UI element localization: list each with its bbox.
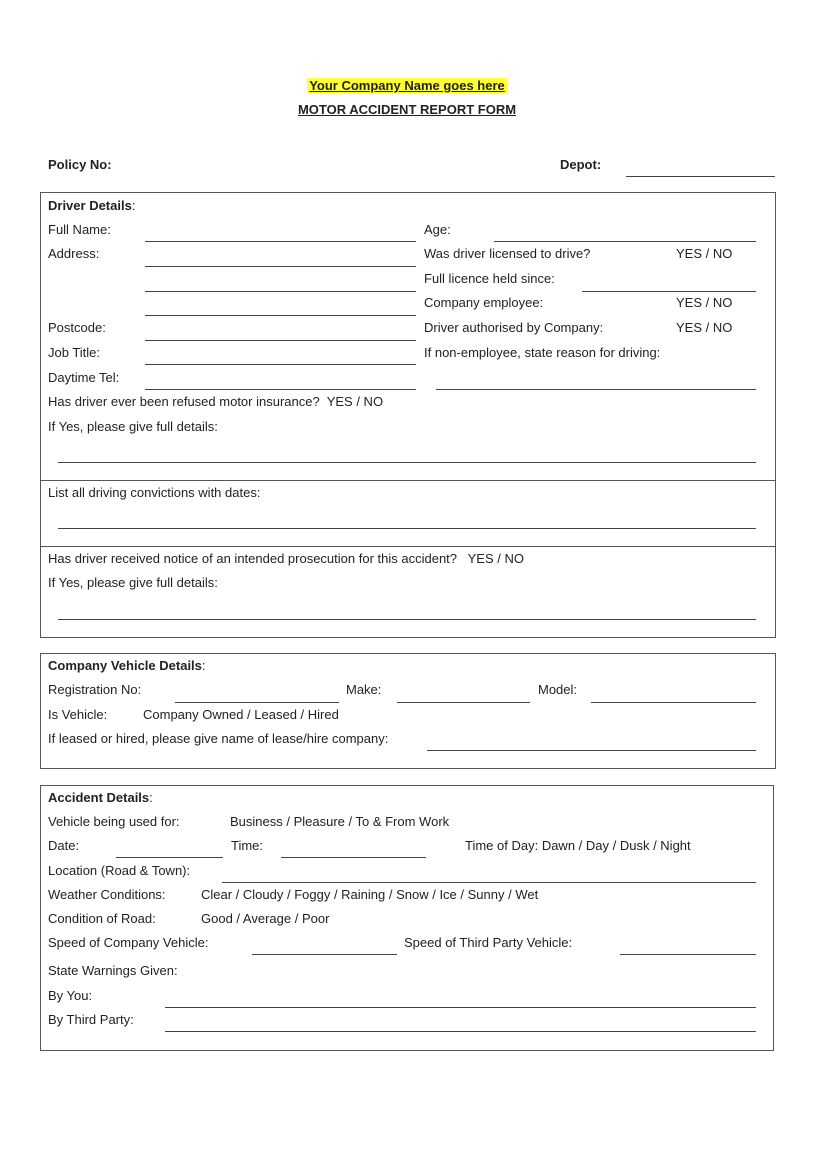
- postcode-field[interactable]: [145, 340, 416, 341]
- refused-insurance-question: Has driver ever been refused motor insurance? YES / NO: [48, 394, 384, 409]
- time-label: Time:: [231, 838, 264, 853]
- refused-details-field[interactable]: [58, 462, 756, 463]
- job-title-field[interactable]: [145, 364, 416, 365]
- licence-since-label: Full licence held since:: [424, 271, 555, 286]
- by-third-party-field[interactable]: [165, 1031, 756, 1032]
- company-employee-yes-no[interactable]: YES / NO: [676, 295, 733, 310]
- non-employee-reason-field[interactable]: [436, 389, 756, 390]
- lease-company-label: If leased or hired, please give name of lease/hire company:: [48, 731, 389, 746]
- postcode-label: Postcode:: [48, 320, 106, 335]
- speed-company-label: Speed of Company Vehicle:: [48, 935, 209, 950]
- full-name-field[interactable]: [145, 241, 416, 242]
- location-label: Location (Road & Town):: [48, 863, 191, 878]
- licensed-label: Was driver licensed to drive?: [424, 246, 591, 261]
- refused-details-label: If Yes, please give full details:: [48, 419, 218, 434]
- make-field[interactable]: [397, 702, 530, 703]
- speed-third-label: Speed of Third Party Vehicle:: [404, 935, 573, 950]
- speed-third-field[interactable]: [620, 954, 756, 955]
- time-of-day-options[interactable]: Time of Day: Dawn / Day / Dusk / Night: [465, 838, 691, 853]
- time-field[interactable]: [281, 857, 426, 858]
- weather-options[interactable]: Clear / Cloudy / Foggy / Raining / Snow / Ice / Sunny / Wet: [201, 887, 539, 902]
- age-field[interactable]: [494, 241, 756, 242]
- is-vehicle-label: Is Vehicle:: [48, 707, 108, 722]
- date-label: Date:: [48, 838, 80, 853]
- registration-label: Registration No:: [48, 682, 142, 697]
- refused-insurance-yes-no[interactable]: YES / NO: [326, 394, 384, 409]
- prosecution-details-label: If Yes, please give full details:: [48, 575, 218, 590]
- address-field-line-2[interactable]: [145, 291, 416, 292]
- depot-field[interactable]: [626, 176, 775, 177]
- registration-field[interactable]: [175, 702, 339, 703]
- age-label: Age:: [424, 222, 451, 237]
- daytime-tel-label: Daytime Tel:: [48, 370, 120, 385]
- model-field[interactable]: [591, 702, 756, 703]
- job-title-label: Job Title:: [48, 345, 101, 360]
- make-label: Make:: [346, 682, 382, 697]
- company-name: Your Company Name goes here: [309, 78, 505, 93]
- by-third-party-label: By Third Party:: [48, 1012, 134, 1027]
- warnings-label: State Warnings Given:: [48, 963, 178, 978]
- convictions-label: List all driving convictions with dates:: [48, 485, 261, 500]
- by-you-label: By You:: [48, 988, 93, 1003]
- speed-company-field[interactable]: [252, 954, 397, 955]
- full-name-label: Full Name:: [48, 222, 111, 237]
- driver-details-section: [40, 192, 776, 638]
- company-employee-label: Company employee:: [424, 295, 544, 310]
- used-for-label: Vehicle being used for:: [48, 814, 180, 829]
- address-field-line-3[interactable]: [145, 315, 416, 316]
- non-employee-label: If non-employee, state reason for driving:: [424, 345, 661, 360]
- form-title: MOTOR ACCIDENT REPORT FORM: [297, 102, 517, 117]
- ownership-options[interactable]: Company Owned / Leased / Hired: [143, 707, 339, 722]
- road-condition-label: Condition of Road:: [48, 911, 156, 926]
- authorised-yes-no[interactable]: YES / NO: [676, 320, 733, 335]
- location-field[interactable]: [222, 882, 756, 883]
- accident-details-heading: Accident Details:: [48, 790, 153, 805]
- prosecution-question: Has driver received notice of an intended prosecution for this accident? YES / NO: [48, 551, 524, 566]
- driver-details-heading: Driver Details:: [48, 198, 136, 213]
- daytime-tel-field[interactable]: [145, 389, 416, 390]
- convictions-field[interactable]: [58, 528, 756, 529]
- used-for-options[interactable]: Business / Pleasure / To & From Work: [230, 814, 450, 829]
- section-divider: [40, 546, 776, 547]
- address-label: Address:: [48, 246, 100, 261]
- prosecution-details-field[interactable]: [58, 619, 756, 620]
- licence-since-field[interactable]: [582, 291, 756, 292]
- prosecution-yes-no[interactable]: YES / NO: [467, 551, 524, 566]
- licensed-yes-no[interactable]: YES / NO: [676, 246, 733, 261]
- by-you-field[interactable]: [165, 1007, 756, 1008]
- road-condition-options[interactable]: Good / Average / Poor: [201, 911, 330, 926]
- depot-label: Depot:: [560, 157, 602, 172]
- address-field-line-1[interactable]: [145, 266, 416, 267]
- policy-no-label: Policy No:: [48, 157, 112, 172]
- weather-label: Weather Conditions:: [48, 887, 166, 902]
- model-label: Model:: [538, 682, 578, 697]
- lease-company-field[interactable]: [427, 750, 756, 751]
- authorised-label: Driver authorised by Company:: [424, 320, 604, 335]
- vehicle-details-heading: Company Vehicle Details:: [48, 658, 206, 673]
- section-divider: [40, 480, 776, 481]
- date-field[interactable]: [116, 857, 223, 858]
